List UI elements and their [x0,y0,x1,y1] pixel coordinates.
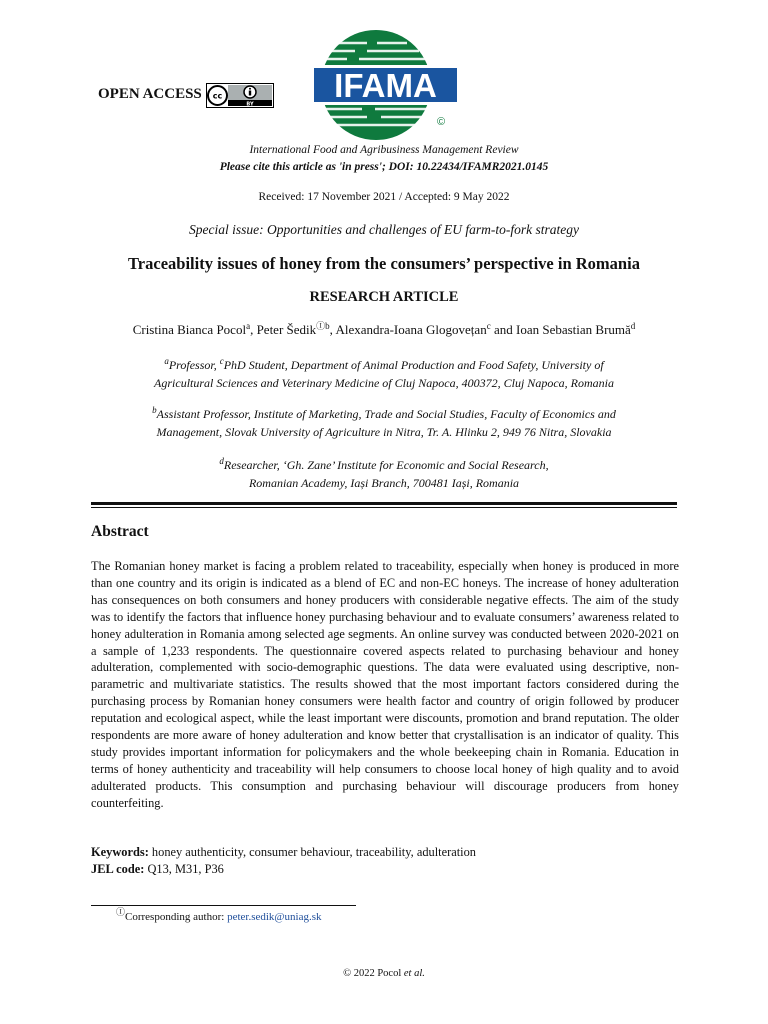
author-separator: , [329,322,336,337]
footnote-label: Corresponding author: [125,911,228,923]
footnote-divider [91,905,356,906]
affil-text: Romanian Academy, Iași Branch, 700481 Iași, Romania [248,475,520,490]
author-separator: and [490,322,516,337]
copyright-footer [0,968,768,979]
jel-value: Q13, M31, P36 [144,862,224,876]
copyright-text: © 2022 Pocol [343,968,404,979]
cite-note: Please cite this article as 'in press'; DOI: 10.22434/IFAMR2021.0145 [219,161,549,173]
keywords-block [91,844,476,878]
affil-mark: a [164,356,169,366]
affil-text: PhD Student, Department of Animal Production and Food Safety, University of [223,358,604,372]
affiliation-a-c [0,357,768,392]
cc-by-icon[interactable] [206,83,274,108]
svg-text:cc: cc [212,91,223,101]
copyright-etal: et al. [403,968,425,979]
author-affil-mark: a [246,321,251,331]
affil-mark: b [152,405,157,415]
header-divider [91,502,677,505]
article-type: RESEARCH ARTICLE [309,289,459,305]
affil-text: Professor, [168,358,220,372]
author-email-link[interactable]: peter.sedik@uniag.sk [227,911,322,923]
author-list [0,322,768,338]
author-affil-mark: c [486,321,491,331]
special-issue: Special issue: Opportunities and challenges of EU farm-to-fork strategy [189,222,579,237]
author-name: Cristina Bianca Pocol [132,322,247,337]
open-access-label: OPEN ACCESS [98,86,202,102]
svg-text:BY: BY [246,101,254,108]
author-name: Alexandra-Ioana Glogovețan [335,322,487,337]
corresponding-author-footnote [116,907,322,923]
logo-text: IFAMA [334,67,437,104]
affil-text: Management, Slovak University of Agriculture in Nitra, Tr. A. Hlinku 2, 949 76 Nitra, Slovakia [156,424,612,439]
keywords-label: Keywords: [91,845,149,859]
orcid-icon: Ⓘ [116,907,126,917]
header-divider-thin [91,507,677,508]
abstract-body: The Romanian honey market is facing a problem related to traceability, especially when honey is produced in more than one country and its origin is indicated as a blend of EC and non-EC honeys. The increase of honey adulteration has consequences on both consumers and honey producers with considerable negative effects. The aim of the study was to identify the factors that influence honey purchasing behaviour and to evaluate consumers’ awareness related to honey adulteration in Romania among selected age segments. An online survey was conducted between 2020-2021 on a sample of 1,233 respondents. The questionnaire covered aspects related to purchasing behaviour and honey adulteration, complemented with socio-demographic questions. The data were evaluated using descriptive, non-parametric and multivariate statistics. The results showed that the most important factors considered during the purchasing process by Romanian honey consumers were health factor and country of origin followed by producer reputation and ecological aspect, while the least important were discounts, promotion and brand reputation. The older respondents are more aware of honey adulteration and know better that crystallisation is an indicator of quality. This study provides important information for policymakers and the whole beekeeping chain in Romania. Education in terms of honey authenticity and traceability will help consumers to choose local honey of high quality and to avoid adulterated products. This consumption and purchasing behaviour will discourage producers from honey counterfeiting. [91,559,679,810]
abstract-heading: Abstract [91,523,149,540]
author-name: Peter Šedik [256,322,317,337]
ifama-logo [307,29,460,141]
keywords-value: honey authenticity, consumer behaviour, traceability, adulteration [148,845,476,859]
author-separator: , [250,322,257,337]
author-name: Ioan Sebastian Brumă [515,322,631,337]
jel-label: JEL code: [91,862,145,876]
affil-text: Agricultural Sciences and Veterinary Medicine of Cluj Napoca, 400372, Cluj Napoca, Romania [154,375,614,390]
affiliation-d [0,457,768,492]
affil-mark: c [219,356,224,366]
journal-name: International Food and Agribusiness Management Review [249,144,519,156]
affil-text: Researcher, ‘Gh. Zane’ Institute for Economic and Social Research, [223,458,549,472]
affil-mark: d [219,456,224,466]
author-affil-mark: d [630,321,636,331]
affil-text: Assistant Professor, Institute of Marketing, Trade and Social Studies, Faculty of Economics and [156,407,616,421]
affiliation-b [0,406,768,441]
logo-copyright: © [437,116,446,128]
received-accepted-dates: Received: 17 November 2021 / Accepted: 9 May 2022 [258,191,510,203]
article-title: Traceability issues of honey from the consumers’ perspective in Romania [128,254,640,273]
author-affil-mark: Ⓘb [316,321,330,331]
